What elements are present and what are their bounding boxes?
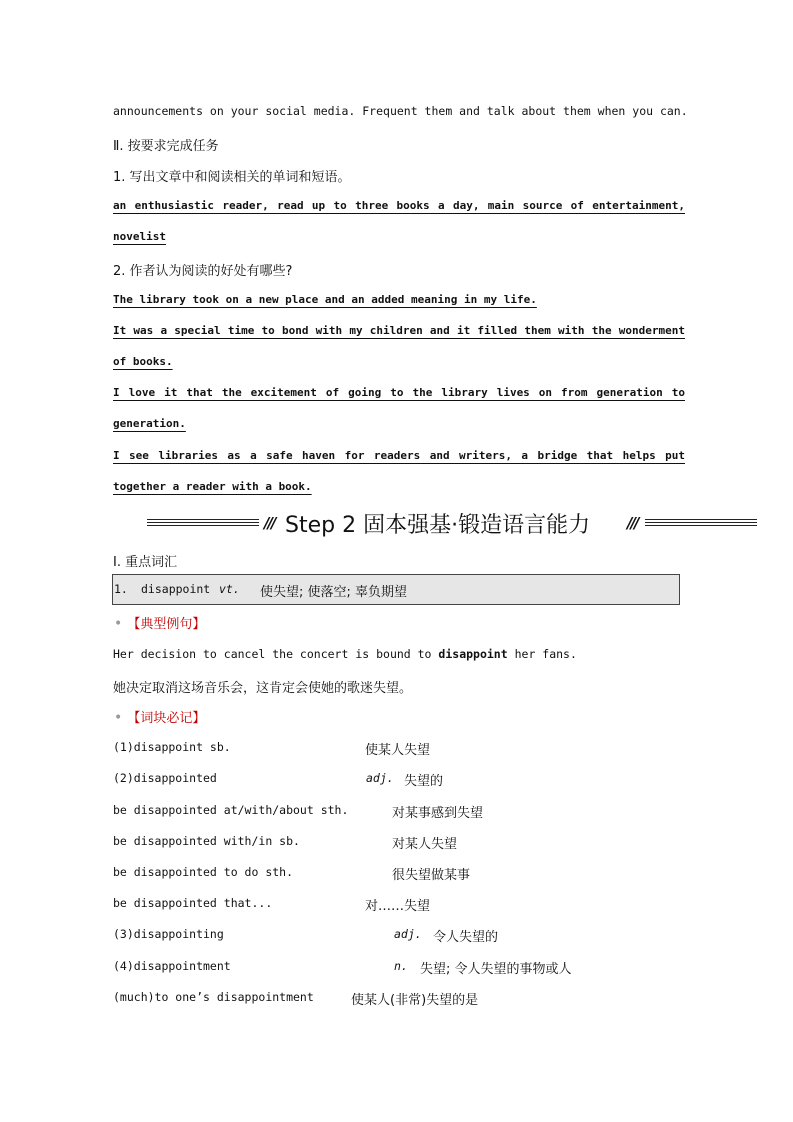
chunk-cn: 对……失望 <box>365 899 431 914</box>
banner-left-slashes: /// <box>264 514 275 532</box>
example-sentence-en <box>113 647 577 661</box>
chunk-cn: 对某事感到失望 <box>392 806 484 821</box>
chunk-cn: 很失望做某事 <box>392 868 471 883</box>
chunk-label: 【词块必记】 <box>127 711 206 726</box>
section2-heading: Ⅱ. 按要求完成任务 <box>113 139 219 154</box>
vocab-item-box <box>112 574 680 605</box>
q2-answer-1: The library took on a new place and an added meaning in my life. <box>113 293 537 306</box>
chunk-pos: adj. <box>366 771 394 785</box>
example-label-row <box>114 613 205 632</box>
vocab-item-number: 1. <box>114 582 128 596</box>
chunk-en: be disappointed to do sth. <box>113 865 294 879</box>
q2-answer-3: I love it that the excitement of going to the library lives on from generation to generation. <box>113 386 685 430</box>
q2-answer-2: It was a special time to bond with my children and it filled them with the wonderment of books. <box>113 324 685 368</box>
banner-rule-left-top <box>147 519 259 520</box>
banner-rule-left-bottom <box>147 525 259 526</box>
chunk-cn: 使某人(非常)失望的是 <box>351 993 479 1008</box>
q2-answer-4: I see libraries as a safe haven for readers and writers, a bridge that helps put together a reader with a book. <box>113 449 685 493</box>
bullet-icon: • <box>114 616 123 632</box>
example-label: 【典型例句】 <box>127 617 206 632</box>
example-en-after: her fans. <box>507 647 577 661</box>
chunk-cn: 失望的 <box>404 774 444 789</box>
example-en-before: Her decision to cancel the concert is bound to <box>113 647 439 661</box>
banner-rule-right-top <box>645 519 757 520</box>
banner-title: Step 2 固本强基·锻造语言能力 <box>285 513 591 538</box>
example-sentence-cn: 她决定取消这场音乐会，这肯定会使她的歌迷失望。 <box>113 681 413 696</box>
bullet-icon: • <box>114 710 123 726</box>
chunk-cn: 失望; 令人失望的事物或人 <box>420 962 572 977</box>
chunk-en: (2)disappointed <box>113 771 217 785</box>
question-1: 1. 写出文章中和阅读相关的单词和短语。 <box>113 170 351 185</box>
chunk-en: (3)disappointing <box>113 927 224 941</box>
chunk-cn: 对某人失望 <box>392 837 458 852</box>
chunk-en: (4)disappointment <box>113 959 231 973</box>
chunk-pos: n. <box>394 959 408 973</box>
step-banner <box>147 508 757 540</box>
chunk-cn: 使某人失望 <box>365 743 431 758</box>
top-text: announcements on your social media. Frequent them and talk about them when you can. <box>113 104 688 118</box>
chunk-pos: adj. <box>394 927 422 941</box>
question-2: 2. 作者认为阅读的好处有哪些? <box>113 264 293 279</box>
banner-rule-right-mid <box>645 522 757 523</box>
vocab-item-pos: vt. <box>219 582 240 596</box>
chunk-en: (1)disappoint sb. <box>113 740 231 754</box>
vocab-item-meaning: 使失望; 使落空; 辜负期望 <box>260 585 408 600</box>
chunk-label-row <box>114 707 205 726</box>
banner-right-slashes: /// <box>627 514 638 532</box>
chunk-cn: 令人失望的 <box>433 930 499 945</box>
chunk-en: (much)to one’s disappointment <box>113 990 314 1004</box>
vocab-item-word: disappoint <box>141 582 211 596</box>
chunk-en: be disappointed that... <box>113 896 273 910</box>
banner-rule-left-mid <box>147 522 259 523</box>
banner-rule-right-bottom <box>645 525 757 526</box>
chunk-en: be disappointed at/with/about sth. <box>113 803 349 817</box>
chunk-en: be disappointed with/in sb. <box>113 834 300 848</box>
example-en-keyword: disappoint <box>438 647 508 661</box>
vocab-heading: Ⅰ. 重点词汇 <box>113 555 178 570</box>
q1-answer: an enthusiastic reader, read up to three books a day, main source of entertainment, novelist <box>113 199 685 243</box>
